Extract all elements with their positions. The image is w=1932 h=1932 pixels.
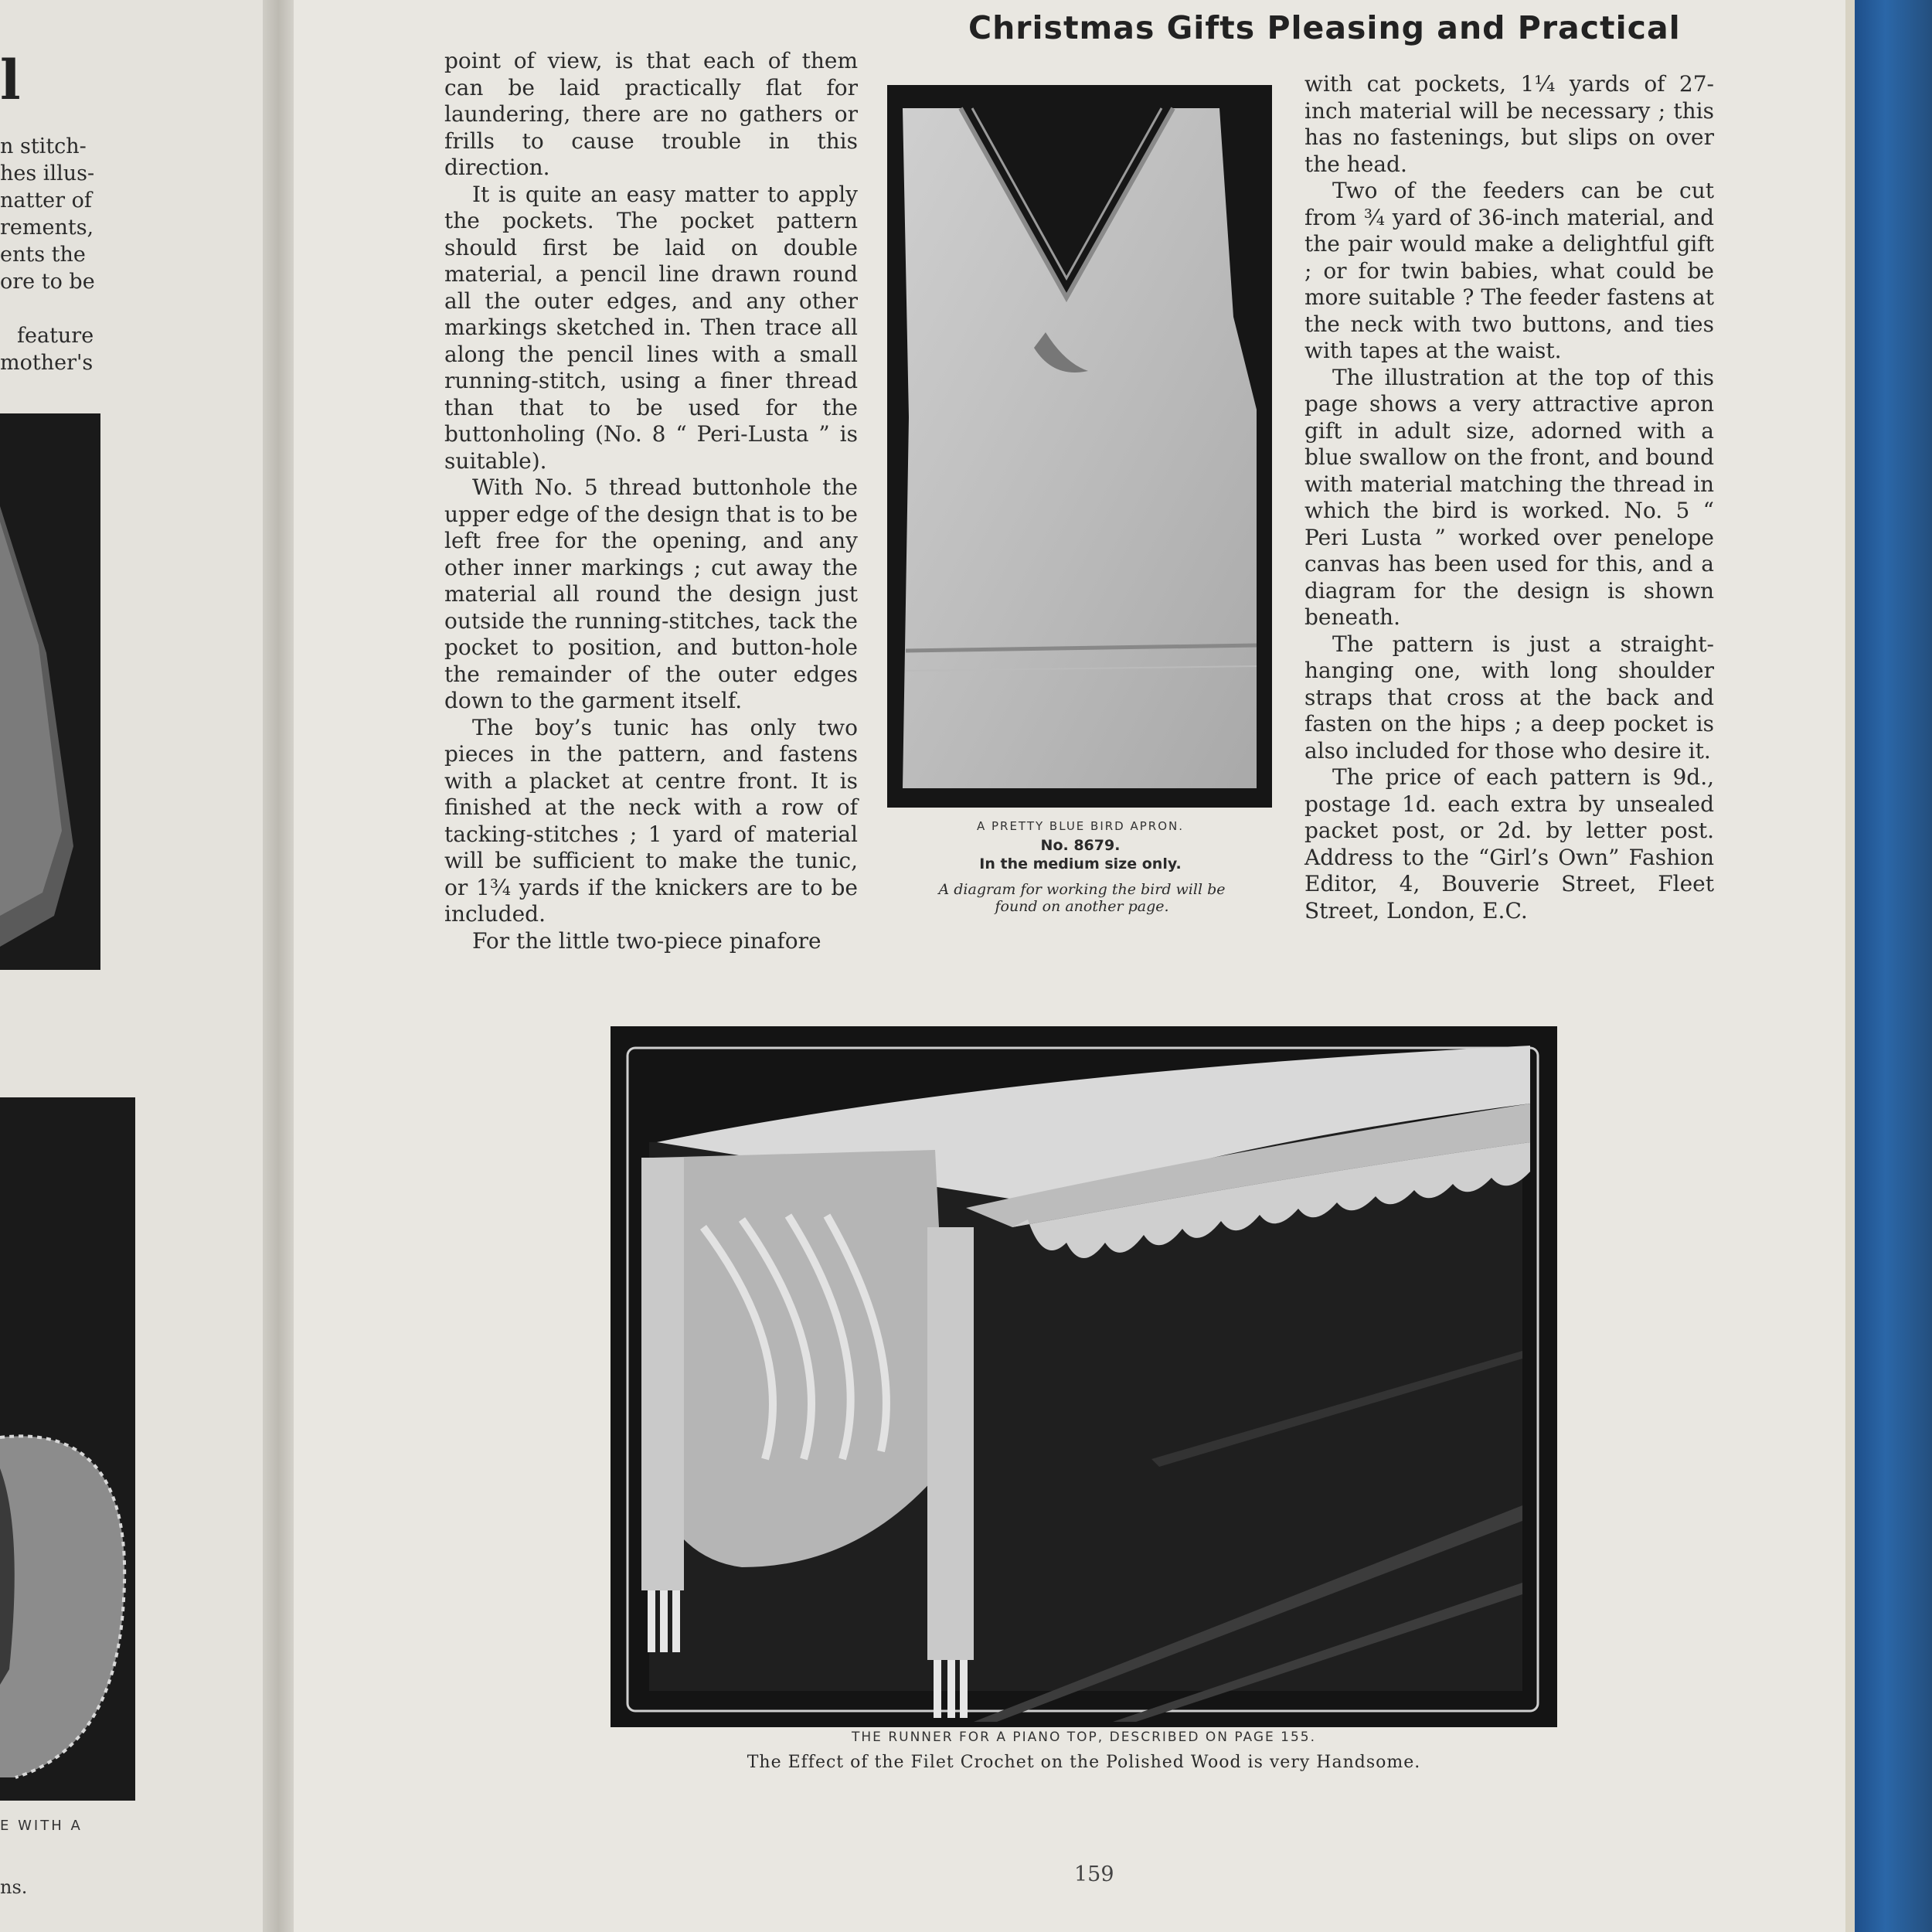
left-text-line: ents the bbox=[0, 243, 86, 267]
page-number: 159 bbox=[1074, 1862, 1114, 1886]
paragraph: The pattern is just a straight-hanging one, with long shoulder straps that cross at the back and fasten on the hips ; a deep pocket is also included for those who desire it. bbox=[1304, 631, 1714, 764]
left-text-line: n stitch- bbox=[0, 134, 87, 158]
paragraph: with cat pockets, 1¼ yards of 27-inch material will be necessary ; this has no fastenings, but slips on over the head. bbox=[1304, 71, 1714, 177]
page-header-title: Christmas Gifts Pleasing and Practical bbox=[968, 9, 1681, 46]
blue-cover-edge bbox=[1855, 0, 1932, 1932]
runner-caption-title: THE RUNNER FOR A PIANO TOP, DESCRIBED ON PAGE 155. bbox=[852, 1730, 1316, 1745]
paragraph: The boy’s tunic has only two pieces in the pattern, and fastens with a placket at centre front. It is finished at the neck with a row of tacking-stitches ; 1 yard of material will be sufficient to make the tunic, or 1¾ yards if the knickers are to be included. bbox=[444, 714, 858, 927]
apron-caption-size: In the medium size only. bbox=[979, 855, 1182, 872]
apron-photo bbox=[887, 85, 1272, 808]
paragraph: With No. 5 thread buttonhole the upper edge of the design that is to be left free for the opening, and any other inner markings ; cut away the material all round the design just outside the running-stitches, tack the pocket to position, and button-hole the remainder of the outer edges down to the garment itself. bbox=[444, 474, 858, 713]
left-text-fragment bbox=[0, 133, 95, 376]
apron-caption-note: A diagram for working the bird will be found on another page. bbox=[938, 881, 1226, 915]
paragraph: It is quite an easy matter to apply the pockets. The pocket pattern should first be laid on double material, a pencil line drawn round all the outer edges, and any other markings sketched in. Then trace all along the pencil lines with a small running-stitch, using a finer thread than that to be used for the buttonholing (No. 8 “ Peri-Lusta ” is suitable). bbox=[444, 181, 858, 474]
left-text-line: feature bbox=[17, 324, 94, 348]
left-text-line: rements, bbox=[0, 216, 94, 240]
left-photo-top bbox=[0, 413, 100, 970]
paragraph: For the little two-piece pinafore bbox=[472, 927, 821, 954]
paragraph: The illustration at the top of this page shows a very attractive apron gift in adult size, adorned with a blue swallow on the front, and bound with material matching the thread in which the bird is worked. No. 5 “ Peri Lusta ” worked over penelope canvas has been used for this, and a diagram for the design is shown beneath. bbox=[1304, 364, 1714, 630]
left-footer-fragment: ns. bbox=[0, 1876, 28, 1898]
left-text-line: hes illus- bbox=[0, 162, 95, 185]
runner-caption-subtitle: The Effect of the Filet Crochet on the Polished Wood is very Handsome. bbox=[747, 1753, 1421, 1772]
text-column-right bbox=[1304, 71, 1714, 924]
paragraph: point of view, is that each of them can be laid practically flat for laundering, there are no gathers or frills to cause trouble in this direction. bbox=[444, 48, 858, 180]
apron-illustration-icon bbox=[887, 85, 1272, 808]
piano-runner-photo bbox=[611, 1026, 1557, 1727]
piano-runner-illustration-icon bbox=[611, 1026, 1557, 1727]
page-gutter bbox=[263, 0, 298, 1932]
left-heading-fragment: l bbox=[0, 48, 21, 112]
apron-caption-title: A PRETTY BLUE BIRD APRON. bbox=[976, 819, 1185, 833]
feeder-bib-icon bbox=[0, 1097, 135, 1801]
paragraph: Two of the feeders can be cut from ¾ yard of 36-inch material, and the pair would make a delightful gift ; or for twin babies, what could be more suitable ? The feeder fastens at the neck with two buttons, and ties with tapes at the waist. bbox=[1304, 178, 1714, 363]
garment-silhouette-icon bbox=[0, 413, 100, 970]
left-photo-bottom bbox=[0, 1097, 135, 1801]
paragraph: The price of each pattern is 9d., postage 1d. each extra by unsealed packet post, or 2d. by letter post. Address to the “Girl’s Own” Fashion Editor, 4, Bouverie Street, Fleet Street, London, E.C. bbox=[1304, 764, 1714, 923]
left-text-line bbox=[0, 295, 95, 322]
left-text-line: natter of bbox=[0, 189, 92, 213]
left-text-line: ore to be bbox=[0, 270, 95, 294]
left-page bbox=[0, 0, 278, 1932]
left-text-line: mother's bbox=[0, 351, 94, 375]
left-caption-fragment: E WITH A bbox=[0, 1818, 83, 1834]
text-column-left bbox=[444, 48, 858, 954]
apron-caption-number: No. 8679. bbox=[1040, 837, 1121, 854]
